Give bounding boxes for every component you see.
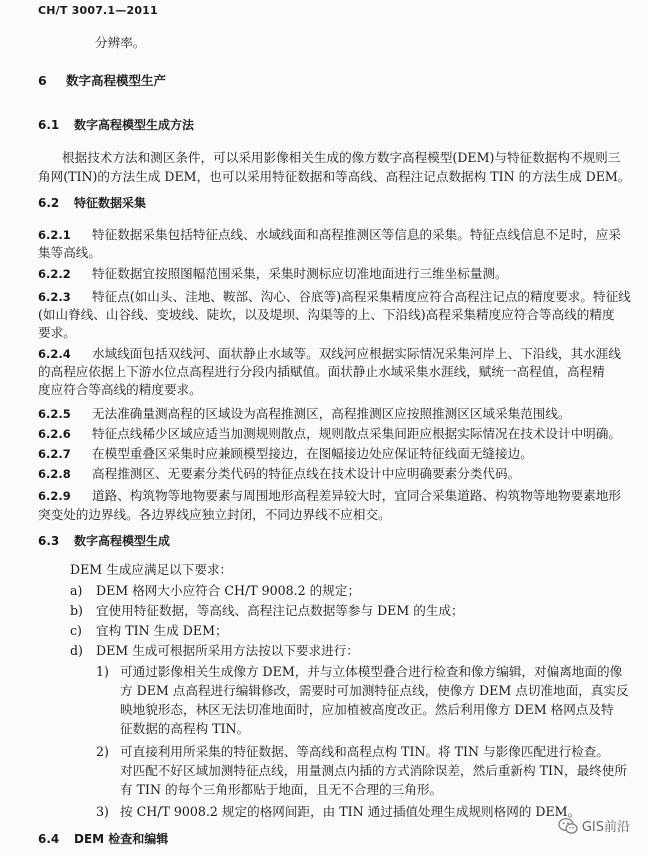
section-6-1-number: 6.1	[38, 118, 60, 132]
text-line: 对匹配不好区域加测特征点线，用量测点内插的方式消除误差，然后重新构 TIN，最终使所	[120, 763, 627, 778]
list-item: DEM 格网大小应符合 CH/T 9008.2 的规定；	[96, 583, 361, 598]
section-6-4-number: 6.4	[38, 832, 60, 846]
clause-number: 6.2.6	[38, 427, 71, 441]
wechat-icon	[558, 817, 578, 835]
clause-number: 6.2.5	[38, 407, 71, 421]
text-line: 特征点(如山头、洼地、鞍部、沟心、谷底等)高程采集精度应符合高程注记点的精度要求。特征线	[92, 289, 631, 304]
section-6-3-title: 数字高程模型生成	[74, 534, 171, 548]
text-line: 度应符合等高线的精度要求。	[38, 382, 202, 397]
section-6-1-title: 数字高程模型生成方法	[74, 118, 195, 132]
section-6-number: 6	[38, 73, 47, 88]
text-line: 根据技术方法和测区条件，可以采用影像相关生成的像方数字高程模型(DEM)与特征数据构不规则三	[62, 150, 621, 165]
text-line: (如山脊线、山谷线、变坡线、陡坎，以及堤坝、沟渠等的上、下沿线)高程采集精度应符合等高线的精度	[38, 307, 615, 322]
text-line: 映地貌形态，林区无法切准地面时，应加植被高度改正。然后利用像方 DEM 格网点及特	[120, 702, 614, 717]
sublist-item: 可直接利用所采集的特征数据、等高线和高程点构 TIN。将 TIN 与影像匹配进行检查。	[120, 744, 609, 759]
text-line: 突变处的边界线。各边界线应独立封闭，不同边界线不应相交。	[38, 507, 391, 522]
section-6-2-title: 特征数据采集	[74, 196, 147, 210]
list-marker: b)	[70, 603, 83, 618]
text-line: 特征数据宜按照图幅范围采集，采集时测标应切准地面进行三维坐标量测。	[92, 266, 508, 281]
text-line: DEM 生成应满足以下要求：	[70, 562, 233, 577]
text-line: 高程推测区、无要素分类代码的特征点线在技术设计中应明确要素分类代码。	[92, 466, 521, 481]
watermark-text: GIS前沿	[581, 820, 630, 835]
text-line: 分辨率。	[95, 35, 146, 50]
clause-number: 6.2.7	[38, 447, 71, 461]
sublist-marker: 3)	[96, 804, 109, 819]
clause-number: 6.2.3	[38, 290, 71, 304]
section-6-title: 数字高程模型生产	[66, 73, 167, 88]
clause-number: 6.2.1	[38, 228, 71, 242]
clause-number: 6.2.2	[38, 267, 71, 281]
text-line: 征数据的高程构 TIN。	[120, 721, 250, 736]
list-item: DEM 生成可根据所采用方法按以下要求进行：	[96, 643, 359, 658]
section-6-2-number: 6.2	[38, 196, 60, 210]
text-line: 要求。	[38, 325, 76, 340]
sublist-item: 可通过影像相关生成像方 DEM，并与立体模型叠合进行检查和像方编辑，对偏离地面的像	[120, 664, 623, 679]
clause-number: 6.2.9	[38, 489, 71, 503]
clause-number: 6.2.4	[38, 347, 71, 361]
text-line: 特征数据采集包括特征点线、水域线面和高程推测区等信息的采集。特征点线信息不足时，应采	[92, 227, 621, 242]
section-6-4-title: DEM 检查和编辑	[74, 832, 169, 846]
clause-number: 6.2.8	[38, 467, 71, 481]
text-line: 有 TIN 的每个三角形都贴于地面，且无不合理的三角形。	[120, 782, 443, 797]
list-marker: d)	[70, 643, 83, 658]
sublist-marker: 2)	[96, 744, 109, 759]
sublist-item: 按 CH/T 9008.2 规定的格网间距，由 TIN 通过插值处理生成规则格网的 DEM。	[120, 804, 581, 819]
text-line: 特征点线稀少区域应适当加测规则散点，规则散点采集间距应根据实际情况在技术设计中明确。	[92, 426, 621, 441]
watermark	[558, 816, 630, 835]
list-item: 宜构 TIN 生成 DEM；	[96, 623, 228, 638]
list-item: 宜使用特征数据，等高线、高程注记点数据等参与 DEM 的生成；	[96, 603, 464, 618]
text-line: 无法准确量测高程的区域设为高程推测区，高程推测区应按照推测区区域采集范围线。	[92, 406, 571, 421]
text-line: 的高程应依据上下游水位点高程进行分段内插赋值。面状静止水域采集水涯线，赋统一高程值，高程精	[38, 364, 605, 379]
text-line: 集等高线。	[38, 245, 101, 260]
section-6-3-number: 6.3	[38, 534, 60, 548]
sublist-marker: 1)	[96, 664, 109, 679]
text-line: 水域线面包括双线河、面状静止水域等。双线河应根据实际情况采集河岸上、下沿线，其水涯线	[92, 346, 621, 361]
text-line: 道路、构筑物等地物要素与周围地形高程差异较大时，宜同合采集道路、构筑物等地物要素地形	[92, 488, 621, 503]
text-line: 在模型重叠区采集时应兼顾模型接边，在图幅接边处应保证特征线面无缝接边。	[92, 446, 533, 461]
list-marker: a)	[70, 583, 83, 598]
text-line: 方 DEM 点高程进行编辑修改，需要时可加测特征点线，使像方 DEM 点切准地面，真实反	[120, 683, 629, 698]
text-line: 角网(TIN)的方法生成 DEM，也可以采用特征数据和等高线、高程注记点数据构 TIN 的方法生成 DEM。	[38, 169, 631, 184]
standard-code-header: CH/T 3007.1—2011	[38, 4, 158, 17]
list-marker: c)	[70, 623, 82, 638]
